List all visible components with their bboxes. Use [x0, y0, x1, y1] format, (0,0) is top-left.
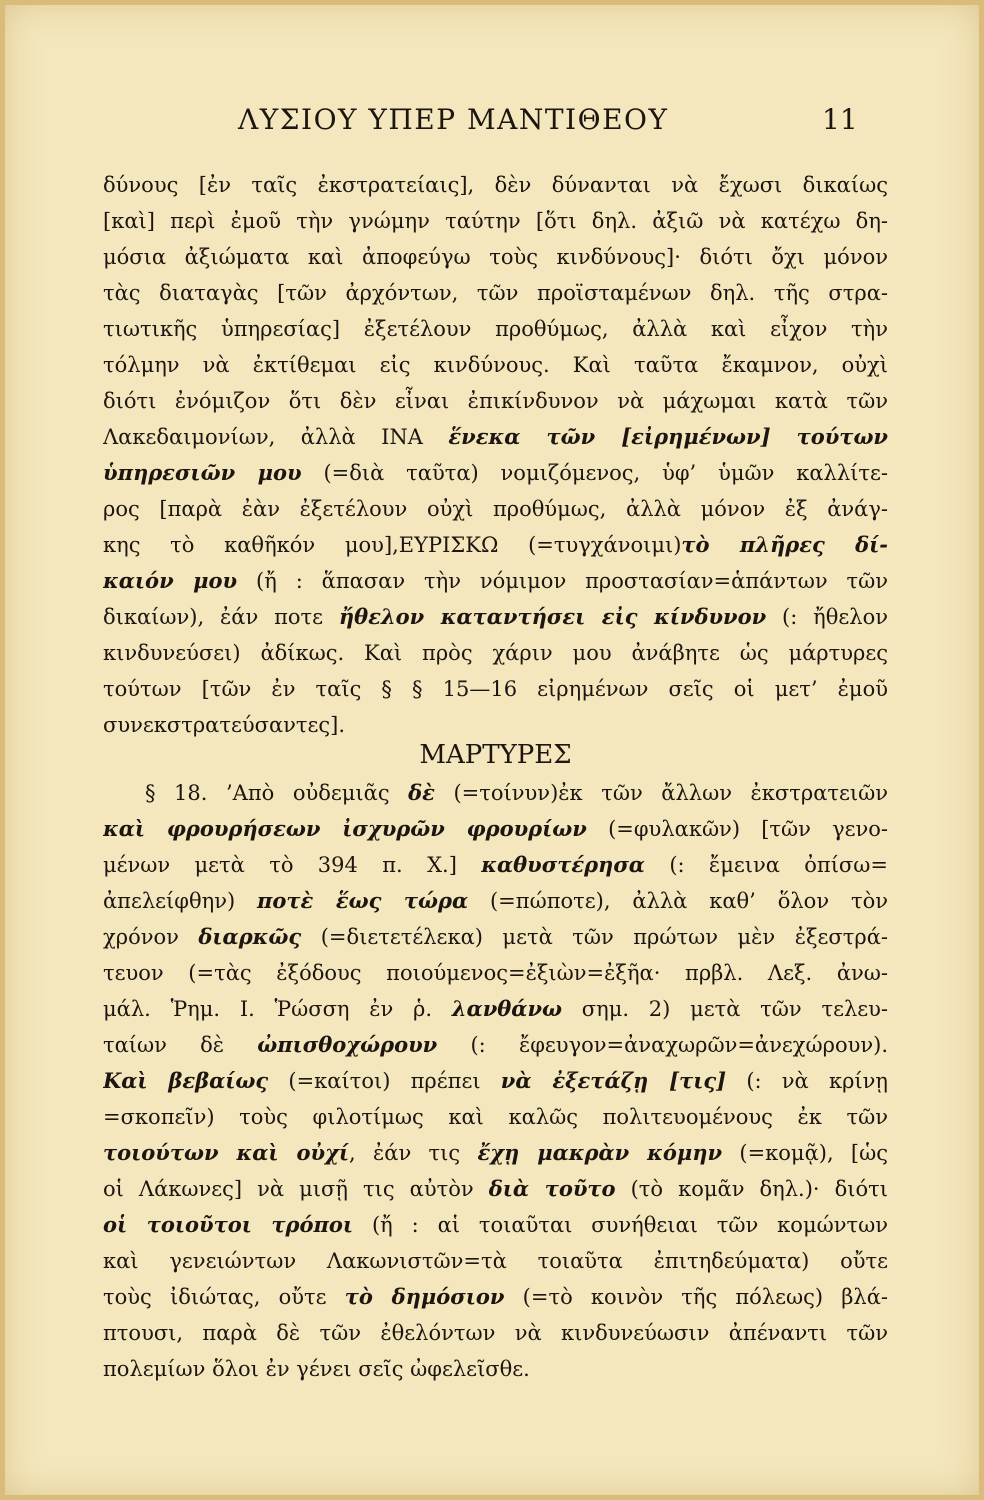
- text-line: [103, 419, 888, 455]
- text-line: [103, 527, 888, 563]
- text-line: [103, 275, 888, 311]
- text-run: (=διετετέλεκα) μετὰ τῶν πρώτων μὲν ἐξεστρά-: [301, 925, 888, 949]
- emphasized-text: τὸ δημόσιον: [344, 1284, 505, 1309]
- text-run: (=πώποτε), ἀλλὰ καθ’ ὅλον τὸν: [468, 889, 888, 913]
- text-run: κης τὸ καθῆκόν μου],ΕΥΡΙΣΚΩ (=τυγχάνοιμι): [103, 533, 682, 557]
- text-line: [103, 919, 888, 955]
- text-run: (=διὰ ταῦτα) νομιζόμενος, ὑφ’ ὑμῶν καλλίτε-: [301, 461, 888, 485]
- emphasized-text: τοιούτων καὶ οὐχί: [103, 1140, 350, 1165]
- text-line: [103, 455, 888, 491]
- emphasized-text: διὰ τοῦτο: [488, 1176, 616, 1201]
- text-line: [103, 1243, 888, 1279]
- text-run: δικαίων), ἐάν ποτε: [103, 605, 339, 629]
- text-line: [103, 991, 888, 1027]
- text-run: § 18. ’Απὸ οὐδεμιᾶς: [145, 781, 409, 805]
- emphasized-text: ἔχῃ μακρὰν κόμην: [477, 1140, 723, 1165]
- text-line: [103, 775, 888, 811]
- text-run: Λακεδαιμονίων, ἀλλὰ ΙΝΑ: [103, 425, 449, 449]
- text-line: [103, 671, 888, 707]
- text-line: [103, 491, 888, 527]
- emphasized-text: ποτὲ ἕως τώρα: [257, 888, 469, 913]
- text-run: (ἤ : ἅπασαν τὴν νόμιμον προστασίαν=ἁπάντων τῶν: [237, 569, 888, 593]
- text-line: [103, 635, 888, 671]
- text-run: πτουσι, παρὰ δὲ τῶν ἐθελόντων νὰ κινδυνεύωσιν ἀπέναντι τῶν: [103, 1321, 888, 1345]
- text-line: [103, 347, 888, 383]
- text-line: [103, 1099, 888, 1135]
- text-run: (ἤ : αἱ τοιαῦται συνήθειαι τῶν κομώντων: [353, 1213, 888, 1237]
- emphasized-text: ὠπισθοχώρουν: [257, 1032, 438, 1057]
- text-run: ταίων δὲ: [103, 1033, 258, 1057]
- emphasized-text: λανθάνω: [451, 996, 563, 1021]
- text-run: (=φυλακῶν) [τῶν γενο-: [586, 817, 888, 841]
- emphasized-text: καθυστέρησα: [481, 852, 645, 877]
- text-run: μένων μετὰ τὸ 394 π. Χ.]: [103, 853, 482, 877]
- text-line: [103, 383, 888, 419]
- text-run: (: ἔμεινα ὀπίσω=: [644, 853, 888, 877]
- text-run: =σκοπεῖν) τοὺς φιλοτίμως καὶ καλῶς πολιτευομένους ἐκ τῶν: [103, 1105, 888, 1129]
- emphasized-text: δὲ: [408, 780, 435, 805]
- text-line: [103, 1135, 888, 1171]
- text-line: [103, 1207, 888, 1243]
- text-line: [103, 811, 888, 847]
- section-heading: ΜΑΡΤΥΡΕΣ: [419, 740, 572, 770]
- text-run: χρόνον: [103, 925, 199, 949]
- text-run: τευον (=τὰς ἐξόδους ποιούμενος=ἐξιὼν=ἐξῆα· πρβλ. Λεξ. ἀνω-: [103, 961, 888, 985]
- text-run: οἱ Λάκωνες] νὰ μισῇ τις αὐτὸν: [103, 1177, 489, 1201]
- text-line: [103, 563, 888, 599]
- text-line: [103, 883, 888, 919]
- running-head: [238, 102, 668, 138]
- emphasized-text: ἤθελον καταντήσει εἰς κίνδυνον: [338, 604, 767, 629]
- emphasized-text: νὰ ἐξετάζῃ [τις]: [500, 1068, 727, 1093]
- text-line: [103, 239, 888, 275]
- text-run: τόλμην νὰ ἐκτίθεμαι εἰς κινδύνους. Καὶ ταῦτα ἔκαμνον, οὐχὶ: [103, 353, 888, 377]
- text-run: [καὶ] περὶ ἐμοῦ τὴν γνώμην ταύτην [ὅτι δηλ. ἀξιῶ νὰ κατέχω δη-: [103, 209, 888, 233]
- text-line: [103, 1063, 888, 1099]
- running-head-title: ΛΥΣΙΟΥ ΥΠΕΡ ΜΑΝΤΙΘΕΟΥ: [238, 103, 669, 136]
- text-run: ἀπελείφθην): [103, 889, 258, 913]
- page-number: 11: [822, 103, 858, 136]
- text-run: τιωτικῆς ὑπηρεσίας] ἐξετέλουν προθύμως, ἀλλὰ καὶ εἶχον τὴν: [103, 317, 888, 341]
- text-run: τοὺς ἰδιώτας, οὔτε: [103, 1285, 345, 1309]
- text-run: (: ἤθελον: [766, 605, 888, 629]
- text-run: δύνους [ἐν ταῖς ἐκστρατείαις], δὲν δύνανται νὰ ἔχωσι δικαίως: [103, 173, 888, 197]
- paragraph-section-18: [103, 775, 888, 1387]
- text-line: [103, 1171, 888, 1207]
- emphasized-text: ὑπηρεσιῶν μου: [103, 460, 302, 485]
- text-line: [103, 599, 888, 635]
- text-run: (=κομᾷ), [ὡς: [722, 1141, 888, 1165]
- text-run: μόσια ἀξιώματα καὶ ἀποφεύγω τοὺς κινδύνους]· διότι ὄχι μόνον: [103, 245, 888, 269]
- text-line: [103, 1279, 888, 1315]
- text-run: κινδυνεύσει) ἀδίκως. Καὶ πρὸς χάριν μου ἀνάβητε ὡς μάρτυρες: [103, 641, 888, 665]
- text-run: (: νὰ κρίνῃ: [726, 1069, 888, 1093]
- paragraph-commentary: [103, 167, 888, 743]
- text-run: τὰς διαταγὰς [τῶν ἀρχόντων, τῶν προϊσταμένων δηλ. τῆς στρα-: [103, 281, 888, 305]
- emphasized-text: διαρκῶς: [198, 924, 302, 949]
- text-run: , ἐάν τις: [349, 1141, 478, 1165]
- text-line: [103, 1027, 888, 1063]
- text-line: [103, 1315, 888, 1351]
- emphasized-text: Καὶ βεβαίως: [103, 1068, 269, 1093]
- text-line: [103, 311, 888, 347]
- text-run: σημ. 2) μετὰ τῶν τελευ-: [562, 997, 888, 1021]
- emphasized-text: καὶ φρουρήσεων ἰσχυρῶν φρουρίων: [103, 816, 587, 841]
- text-line: [103, 847, 888, 883]
- text-run: (=τὸ κοινὸν τῆς πόλεως) βλά-: [504, 1285, 888, 1309]
- emphasized-text: ἕνεκα τῶν [εἰρημένων] τούτων: [448, 424, 888, 449]
- text-run: τούτων [τῶν ἐν ταῖς § § 15—16 εἰρημένων σεῖς οἱ μετ’ ἐμοῦ: [103, 677, 888, 701]
- text-run: (=καίτοι) πρέπει: [268, 1069, 501, 1093]
- text-run: (τὸ κομᾶν δηλ.)· διότι: [615, 1177, 888, 1201]
- text-run: συνεκστρατεύσαντες].: [103, 713, 346, 737]
- text-run: (: ἔφευγον=ἀναχωρῶν=ἀνεχώρουν).: [437, 1033, 888, 1057]
- text-line: [103, 203, 888, 239]
- emphasized-text: οἱ τοιοῦτοι τρόποι: [103, 1212, 354, 1237]
- text-run: μάλ. Ῥημ. Ι. Ῥώσση ἐν ῥ.: [103, 997, 452, 1021]
- text-run: καὶ γενειώντων Λακωνιστῶν=τὰ τοιαῦτα ἐπιτηδεύματα) οὔτε: [103, 1249, 888, 1273]
- text-line: [103, 167, 888, 203]
- text-line: [103, 1351, 888, 1387]
- emphasized-text: καιόν μου: [103, 568, 238, 593]
- text-run: πολεμίων ὅλοι ἐν γένει σεῖς ὠφελεῖσθε.: [103, 1357, 530, 1381]
- text-run: (=τοίνυν)ἐκ τῶν ἄλλων ἐκστρατειῶν: [434, 781, 888, 805]
- text-run: ρος [παρὰ ἐὰν ἐξετέλουν οὐχὶ προθύμως, ἀλλὰ μόνον ἐξ ἀνάγ-: [103, 497, 888, 521]
- emphasized-text: τὸ πλῆρες δί-: [681, 532, 888, 557]
- text-line: [103, 955, 888, 991]
- text-run: διότι ἐνόμιζον ὅτι δὲν εἶναι ἐπικίνδυνον νὰ μάχωμαι κατὰ τῶν: [103, 389, 888, 413]
